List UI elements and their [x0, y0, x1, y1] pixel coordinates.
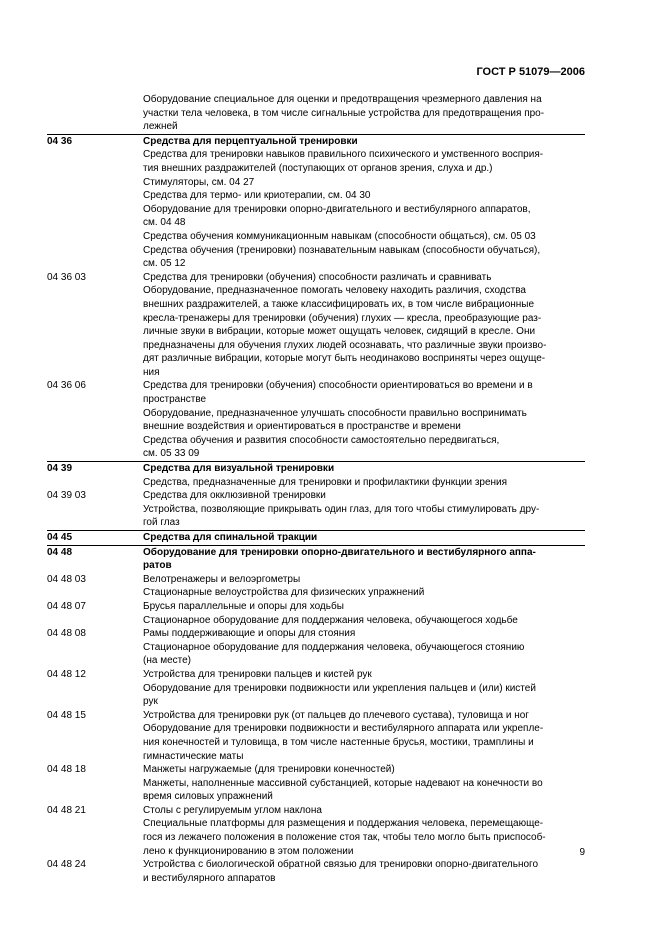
text-line: рук — [143, 696, 158, 708]
classification-code — [47, 189, 143, 203]
entry-row — [47, 777, 585, 804]
text-line: Устройства для тренировки пальцев и кистей рук — [143, 668, 372, 680]
text-line: Средства обучения (тренировки) познавательным навыкам (способности обучаться), — [143, 244, 541, 256]
entry-text — [143, 763, 585, 777]
classification-code — [47, 284, 143, 379]
classification-code: 04 48 12 — [47, 668, 86, 680]
entry-row — [47, 668, 585, 682]
text-line: Устройства, позволяющие прикрывать один глаз, для того чтобы стимулировать дру- — [143, 503, 540, 515]
entry-row — [47, 189, 585, 203]
classification-code: 04 48 — [47, 546, 73, 558]
text-line: Столы с регулируемым углом наклона — [143, 804, 322, 816]
entry-row — [47, 284, 585, 379]
classification-code: 04 48 24 — [47, 859, 86, 871]
entry-text — [143, 709, 585, 723]
text-line: Средства для термо- или криотерапии, см. 04 30 — [143, 190, 371, 202]
entry-text — [143, 93, 585, 134]
entry-row — [47, 434, 585, 461]
entry-text — [143, 586, 585, 600]
text-line: внешних раздражителей, а также классифицировать их, в том числе вибрационные — [143, 298, 535, 310]
classification-code: 04 48 18 — [47, 764, 86, 776]
text-line: Манжеты нагружаемые (для тренировки конечностей) — [143, 764, 395, 776]
text-line: предназначены для обучения глухих людей осознавать, что различные звуки произво- — [143, 339, 547, 351]
text-line: Оборудование для тренировки опорно-двигательного и вестибулярного аппаратов, — [143, 203, 531, 215]
text-line: дят различные вибрации, которые могут быть неодинаково восприняты через ощуще- — [143, 353, 546, 365]
text-line: участки тела человека, в том числе сигнальные устройства для предотвращения про- — [143, 107, 545, 119]
text-line: Средства для тренировки навыков правильного психического и умственного восприя- — [143, 149, 544, 161]
classification-code — [47, 434, 143, 461]
entry-row — [47, 244, 585, 271]
entry-text — [143, 573, 585, 587]
document-header: ГОСТ Р 51079—2006 — [476, 66, 585, 78]
entry-row — [47, 93, 585, 134]
classification-code — [47, 586, 143, 600]
text-line: Оборудование для тренировки подвижности или укрепления пальцев и (или) кистей — [143, 682, 536, 694]
text-line: ния конечностей и туловища, в том числе настенные брусья, мостики, трамплины и — [143, 736, 534, 748]
entry-row — [47, 804, 585, 818]
text-line: Велотренажеры и велоэргометры — [143, 573, 301, 585]
classification-code — [47, 476, 143, 490]
classification-code — [47, 722, 143, 763]
text-line: Средства для перцептуальной тренировки — [143, 135, 358, 147]
entry-text — [143, 682, 585, 709]
classification-code: 04 36 06 — [47, 380, 86, 392]
entry-text — [143, 722, 585, 763]
entry-text — [143, 641, 585, 668]
entry-row — [47, 600, 585, 614]
entry-text — [143, 230, 585, 244]
classification-code: 04 36 03 — [47, 271, 86, 283]
entry-text — [143, 189, 585, 203]
text-line: Стационарное оборудование для поддержания человека, обучающегося стоянию — [143, 641, 525, 653]
classification-code — [47, 682, 143, 709]
text-line: Средства для тренировки (обучения) способности различать и сравнивать — [143, 271, 492, 283]
classification-code: 04 39 — [47, 463, 73, 475]
classification-code — [47, 176, 143, 190]
entry-text — [143, 434, 585, 461]
section-heading — [143, 135, 585, 149]
entry-row — [47, 531, 585, 545]
document-body — [47, 93, 585, 885]
entry-row — [47, 407, 585, 434]
text-line: лежней — [143, 121, 178, 133]
entry-row — [47, 627, 585, 641]
classification-code: 04 48 15 — [47, 709, 86, 721]
classification-code — [47, 230, 143, 244]
text-line: Брусья параллельные и опоры для ходьбы — [143, 600, 344, 612]
classification-code: 04 45 — [47, 532, 73, 543]
text-line: время силовых упражнений — [143, 791, 273, 803]
entry-row — [47, 379, 585, 406]
text-line: Специальные платформы для размещения и поддержания человека, перемещающе- — [143, 818, 544, 830]
classification-code: 04 39 03 — [47, 490, 86, 502]
text-line: личные звуки в вибрации, которые может ощущать человек, сидящий в кресле. Они — [143, 326, 536, 338]
entry-text — [143, 271, 585, 285]
classification-code — [47, 641, 143, 668]
entry-row — [47, 271, 585, 285]
classification-code — [47, 244, 143, 271]
section-heading — [143, 546, 585, 573]
entry-row — [47, 817, 585, 858]
entry-text — [143, 148, 585, 175]
text-line: Средства, предназначенные для тренировки и профилактики функции зрения — [143, 476, 508, 488]
text-line: Средства обучения коммуникационным навыкам (способности общаться), см. 05 03 — [143, 230, 536, 242]
text-line: Оборудование для тренировки подвижности и вестибулярного аппарата или укрепле- — [143, 723, 544, 735]
text-line: лено к функционированию в этом положении — [143, 845, 354, 857]
entry-row — [47, 763, 585, 777]
entry-text — [143, 858, 585, 885]
text-line: ратов — [143, 560, 172, 572]
text-line: Оборудование, предназначенное помогать человеку находить различия, сходства — [143, 285, 526, 297]
text-line: Стационарное оборудование для поддержания человека, обучающегося ходьбе — [143, 614, 518, 626]
section-heading — [143, 531, 585, 545]
text-line: Стационарные велоустройства для физических упражнений — [143, 587, 425, 599]
entry-text — [143, 600, 585, 614]
text-line: гося из лежачего положения в положение стоя так, чтобы тело могло быть приспособ- — [143, 832, 546, 844]
text-line: пространстве — [143, 394, 207, 406]
entry-row — [47, 176, 585, 190]
entry-row — [47, 586, 585, 600]
text-line: см. 05 33 09 — [143, 448, 200, 460]
text-line: Оборудование специальное для оценки и предотвращения чрезмерного давления на — [143, 94, 542, 105]
entry-text — [143, 244, 585, 271]
classification-code — [47, 407, 143, 434]
entry-row — [47, 641, 585, 668]
text-line: Стимуляторы, см. 04 27 — [143, 176, 255, 188]
entry-text — [143, 627, 585, 641]
entry-text — [143, 489, 585, 503]
entry-text — [143, 614, 585, 628]
page-number: 9 — [579, 847, 585, 858]
classification-code: 04 48 21 — [47, 804, 86, 816]
text-line: Оборудование, предназначенное улучшать способности правильно воспринимать — [143, 407, 527, 419]
text-line: гой глаз — [143, 517, 180, 529]
classification-code — [47, 93, 143, 134]
text-line: см. 04 48 — [143, 217, 186, 229]
entry-row — [47, 546, 585, 573]
entry-text — [143, 379, 585, 406]
text-line: Средства для спинальной тракции — [143, 532, 318, 543]
entry-text — [143, 203, 585, 230]
entry-text — [143, 804, 585, 818]
classification-code: 04 48 07 — [47, 600, 86, 612]
entry-row — [47, 230, 585, 244]
text-line: ния — [143, 366, 160, 378]
text-line: кресла-тренажеры для тренировки (обучения) глухих — кресла, преобразующие раз- — [143, 312, 542, 324]
entry-row — [47, 858, 585, 885]
entry-row — [47, 682, 585, 709]
entry-text — [143, 503, 585, 530]
entry-row — [47, 148, 585, 175]
text-line: см. 05 12 — [143, 258, 186, 270]
entry-text — [143, 176, 585, 190]
text-line: Средства для окклюзивной тренировки — [143, 490, 326, 502]
text-line: (на месте) — [143, 655, 191, 667]
entry-text — [143, 407, 585, 434]
text-line: Средства для визуальной тренировки — [143, 463, 335, 475]
entry-row — [47, 135, 585, 149]
text-line: Оборудование для тренировки опорно-двигательного и вестибулярного аппа- — [143, 546, 536, 558]
entry-row — [47, 203, 585, 230]
classification-code — [47, 614, 143, 628]
entry-row — [47, 709, 585, 723]
classification-code — [47, 817, 143, 858]
entry-row — [47, 614, 585, 628]
entry-row — [47, 462, 585, 476]
text-line: Средства для тренировки (обучения) способности ориентироваться во времени и в — [143, 380, 533, 392]
text-line: Манжеты, наполненные массивной субстанцией, которые надевают на конечности во — [143, 777, 543, 789]
text-line: внешние воздействия и ориентироваться в пространстве и времени — [143, 421, 461, 433]
text-line: Средства обучения и развития способности самостоятельно передвигаться, — [143, 434, 500, 446]
entry-text — [143, 668, 585, 682]
text-line: тия внешних раздражителей (поступающих от органов зрения, слуха и др.) — [143, 162, 493, 174]
entry-text — [143, 476, 585, 490]
classification-code: 04 36 — [47, 135, 73, 147]
classification-code: 04 48 08 — [47, 628, 86, 640]
entry-row — [47, 722, 585, 763]
classification-code — [47, 148, 143, 175]
classification-code — [47, 503, 143, 530]
classification-code: 04 48 03 — [47, 573, 86, 585]
entry-row — [47, 573, 585, 587]
text-line: и вестибулярного аппаратов — [143, 872, 276, 884]
text-line: Рамы поддерживающие и опоры для стояния — [143, 628, 356, 640]
entry-text — [143, 777, 585, 804]
text-line: Устройства с биологической обратной связью для тренировки опорно-двигательного — [143, 859, 539, 871]
classification-code — [47, 777, 143, 804]
text-line: Устройства для тренировки рук (от пальцев до плечевого сустава), туловища и ног — [143, 709, 529, 721]
entry-row — [47, 489, 585, 503]
entry-text — [143, 284, 585, 379]
entry-text — [143, 817, 585, 858]
classification-code — [47, 203, 143, 230]
entry-row — [47, 503, 585, 530]
entry-row — [47, 476, 585, 490]
text-line: гимнастические маты — [143, 750, 244, 762]
section-heading — [143, 462, 585, 476]
